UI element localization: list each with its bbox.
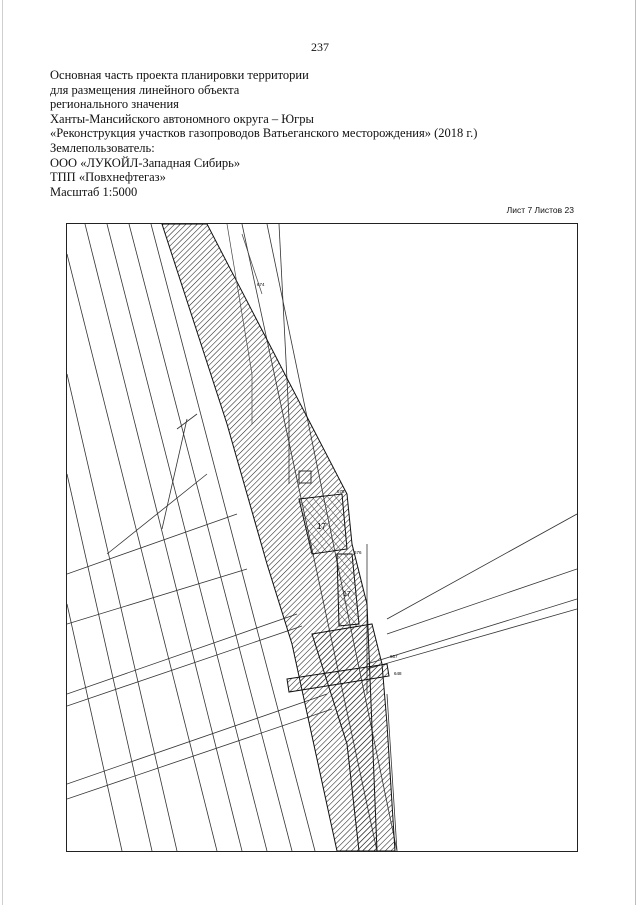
point-label-676: 676 [354, 550, 362, 555]
planning-map [66, 223, 578, 852]
point-label-667: 667 [390, 654, 398, 659]
point-label-648: 648 [394, 671, 402, 676]
point-label-675: 675 [337, 489, 345, 494]
header-line-object: для размещения линейного объекта [50, 82, 240, 97]
header-line-project: «Реконструкция участков газопроводов Ватьеганского месторождения» (2018 г.) [50, 126, 478, 141]
point-label-674: 674 [257, 282, 265, 287]
scan-edge-right [635, 0, 636, 905]
header-line-company: ООО «ЛУКОЙЛ-Западная Сибирь» [50, 155, 241, 170]
map-drawing [67, 224, 577, 851]
page-number: 237 [311, 40, 329, 54]
sheet-label: Лист 7 Листов 23 [506, 205, 574, 215]
parcel-label-upper: 17 [317, 522, 326, 531]
header-line-division: ТПП «Повхнефтегаз» [50, 170, 166, 185]
scan-edge-left [2, 0, 3, 905]
header-line-scale: Масштаб 1:5000 [50, 184, 138, 199]
header-line-title: Основная часть проекта планировки территории [50, 68, 309, 82]
header-line-landuser-label: Землепользователь: [50, 140, 155, 155]
header-line-significance: регионального значения [50, 97, 179, 112]
parcel-label-lower: 17 [343, 591, 351, 598]
document-header [50, 68, 590, 199]
header-line-region: Ханты-Мансийского автономного округа – Югры [50, 111, 314, 126]
